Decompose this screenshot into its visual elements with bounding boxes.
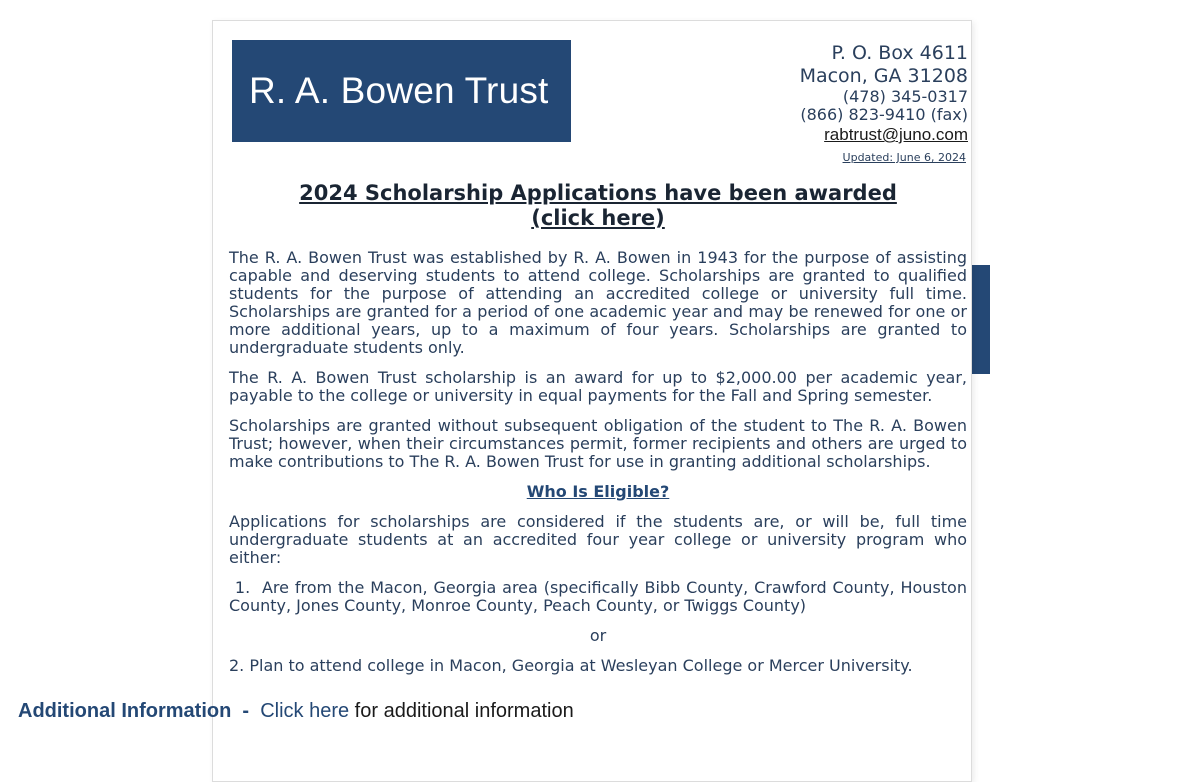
logo-text: R. A. Bowen Trust bbox=[249, 70, 549, 111]
eligibility-item-1: 1. Are from the Macon, Georgia area (specifically Bibb County, Crawford County, Houston County, Jones County, Monroe County, Peach County, or Twiggs County) bbox=[229, 578, 973, 615]
award-amount-paragraph: The R. A. Bowen Trust scholarship is an award for up to $2,000.00 per academic year, payable to the college or university in equal payments for the Fall and Spring semester. bbox=[229, 368, 967, 405]
or-separator: or bbox=[589, 626, 607, 645]
side-tab[interactable] bbox=[972, 265, 990, 374]
additional-info-tail: for additional information bbox=[349, 700, 574, 722]
additional-info-label: Additional Information - bbox=[18, 700, 261, 722]
eligibility-heading: Who Is Eligible? bbox=[526, 482, 670, 501]
additional-info-link[interactable]: Click here bbox=[260, 700, 350, 722]
address-line-2: Macon, GA 31208 bbox=[799, 65, 968, 87]
page-container bbox=[212, 20, 972, 782]
awards-headline-link[interactable] bbox=[229, 181, 967, 231]
email-link[interactable]: rabtrust@juno.com bbox=[824, 125, 968, 144]
click-here-link[interactable]: (click here) bbox=[531, 206, 665, 230]
contact-block bbox=[800, 42, 968, 164]
additional-info bbox=[18, 700, 574, 723]
phone-number: (478) 345-0317 bbox=[842, 87, 968, 106]
updated-date: Updated: June 6, 2024 bbox=[842, 151, 966, 164]
main-content bbox=[229, 181, 973, 687]
logo bbox=[232, 40, 571, 142]
eligibility-item-2: 2. Plan to attend college in Macon, Georgia at Wesleyan College or Mercer University. bbox=[229, 656, 913, 675]
eligibility-paragraph: Applications for scholarships are considered if the students are, or will be, full time undergraduate students at an accredited four year college or university program who either: bbox=[229, 512, 967, 567]
address-line-1: P. O. Box 4611 bbox=[831, 42, 968, 64]
fax-number: (866) 823-9410 (fax) bbox=[800, 105, 968, 124]
intro-paragraph: The R. A. Bowen Trust was established by R. A. Bowen in 1943 for the purpose of assisting capable and deserving students to attend college. Scholarships are granted to qualified students for the purpose of attending an accredited college or university full time. Scholarships are granted for a period of one academic year and may be renewed for one or more additional years, up to a maximum of four years. Scholarships are granted to undergraduate students only. bbox=[229, 248, 967, 357]
headline-line-1[interactable]: 2024 Scholarship Applications have been awarded bbox=[299, 181, 897, 205]
obligation-paragraph: Scholarships are granted without subsequent obligation of the student to The R. A. Bowen Trust; however, when their circumstances permit, former recipients and others are urged to make contributions to The R. A. Bowen Trust for use in granting additional scholarships. bbox=[229, 416, 967, 471]
